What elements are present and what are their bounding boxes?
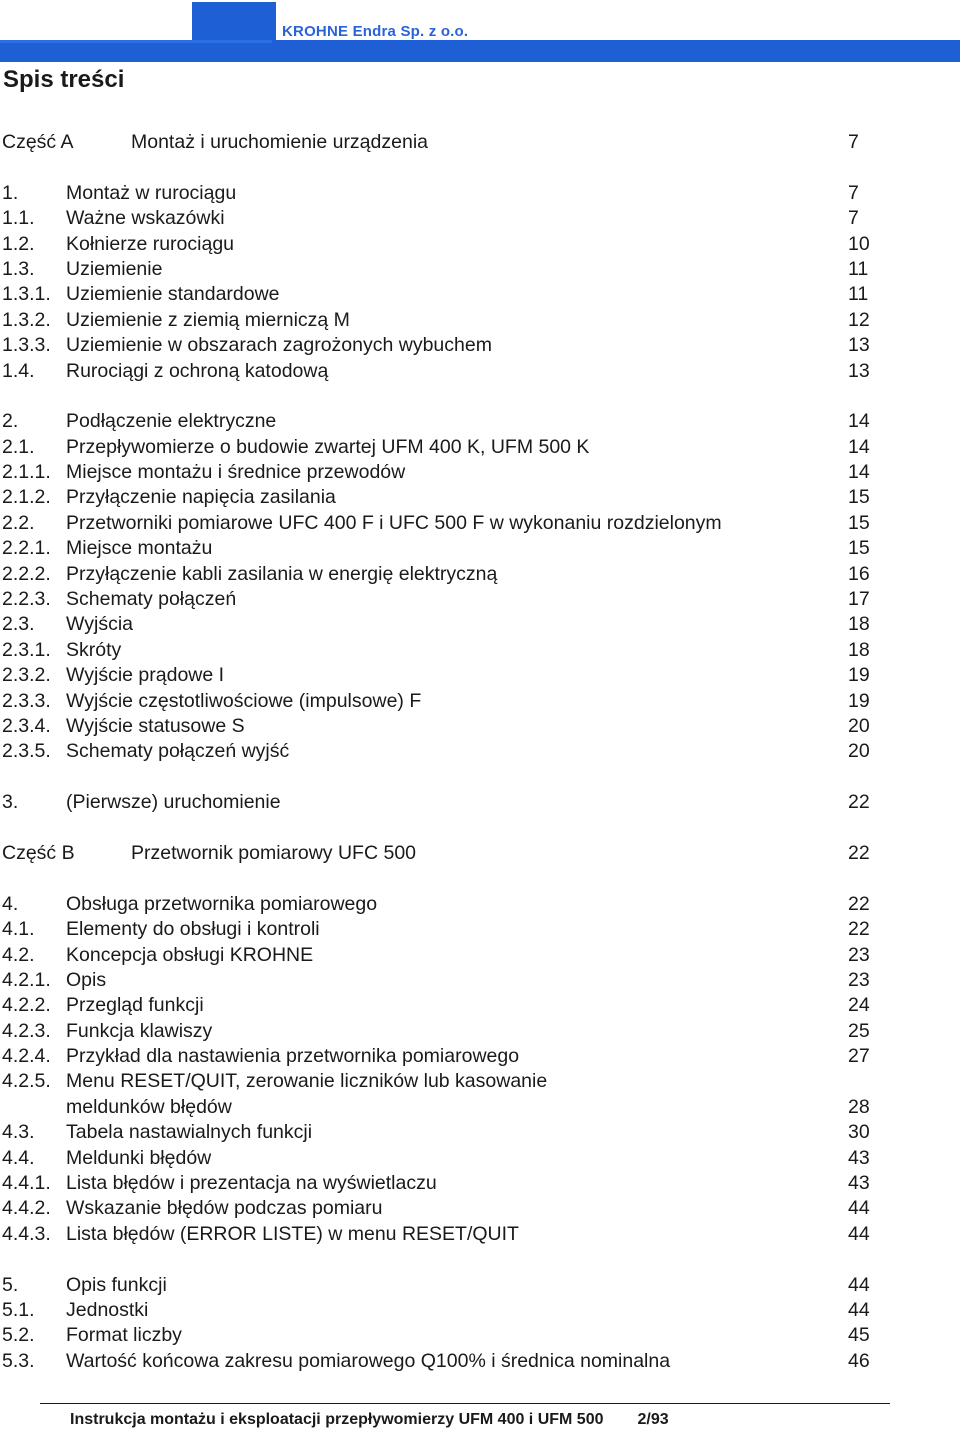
header-band	[0, 40, 960, 62]
toc-entry-title: Elementy do obsługi i kontroli	[66, 918, 320, 941]
toc-entry-title: Opis funkcji	[66, 1273, 167, 1296]
toc-gap	[0, 384, 960, 409]
toc-entry-number: 5.	[2, 1273, 19, 1296]
toc-entry[interactable]	[0, 1323, 960, 1348]
toc-entry-number: 4.2.4.	[2, 1045, 51, 1068]
toc-entry[interactable]	[0, 409, 960, 434]
toc-entry[interactable]	[0, 308, 960, 333]
toc-entry-title: Montaż w rurociągu	[66, 181, 237, 204]
toc-entry-title: Schematy połączeń	[66, 588, 237, 611]
footer	[70, 1410, 669, 1430]
toc-entry[interactable]	[0, 739, 960, 764]
toc-part-label: Część A	[2, 131, 74, 153]
toc-entry[interactable]	[0, 333, 960, 358]
toc-entry-title: Lista błędów i prezentacja na wyświetlaczu	[66, 1172, 437, 1195]
toc-gap	[0, 765, 960, 790]
toc-entry-number: 2.3.5.	[2, 740, 51, 763]
toc-entry[interactable]	[0, 435, 960, 460]
toc-page-number: 19	[848, 664, 870, 687]
toc-entry-number: 4.2.5.	[2, 1070, 51, 1093]
header-bar	[0, 0, 960, 62]
toc-entry-title: Uziemienie	[66, 257, 163, 280]
toc-page-number: 23	[848, 968, 870, 991]
toc-entry-number: 1.	[2, 181, 19, 204]
toc-page-number: 20	[848, 740, 870, 763]
toc-entry[interactable]	[0, 612, 960, 637]
toc-entry-number: 2.1.	[2, 435, 35, 458]
toc-entry[interactable]	[0, 1349, 960, 1374]
toc-entry-number: 1.3.2.	[2, 308, 51, 331]
toc-section-3	[0, 790, 960, 815]
toc-entry[interactable]	[0, 232, 960, 257]
toc-section-5	[0, 1273, 960, 1375]
toc-entry-title: Jednostki	[66, 1298, 149, 1321]
toc-entry[interactable]	[0, 917, 960, 942]
page-title: Spis treści	[3, 66, 125, 93]
toc-entry-number: 4.3.	[2, 1121, 35, 1144]
toc-entry-title: Rurociągi z ochroną katodową	[66, 359, 329, 382]
toc-entry-number: 2.3.	[2, 613, 35, 636]
toc-entry-title: Wyjście prądowe I	[66, 664, 225, 687]
toc-entry-title: Lista błędów (ERROR LISTE) w menu RESET/QUIT	[66, 1222, 519, 1245]
toc-page-number: 18	[848, 613, 870, 636]
toc-entry-title: Menu RESET/QUIT, zerowanie liczników lub kasowanie	[66, 1070, 548, 1093]
toc-page-number: 16	[848, 562, 870, 585]
toc-page-number: 28	[848, 1095, 870, 1118]
toc-page-number: 18	[848, 638, 870, 661]
toc-gap	[0, 816, 960, 841]
toc-entry-number: 4.4.3.	[2, 1222, 51, 1245]
toc-part-title: Przetwornik pomiarowy UFC 500	[131, 841, 417, 864]
toc-entry-number: 1.3.	[2, 257, 35, 280]
toc-entry[interactable]	[0, 1120, 960, 1145]
toc-entry[interactable]	[0, 181, 960, 206]
toc-entry[interactable]	[0, 790, 960, 815]
toc-entry[interactable]	[0, 1146, 960, 1171]
toc-entry[interactable]	[0, 1222, 960, 1247]
toc-entry-number: 4.2.	[2, 943, 35, 966]
toc-entry-title: Skróty	[66, 638, 122, 661]
toc-entry-title: Wartość końcowa zakresu pomiarowego Q100% i średnica nominalna	[66, 1349, 671, 1372]
toc-entry-title: Miejsce montażu i średnice przewodów	[66, 461, 406, 484]
toc-page-number: 7	[848, 181, 859, 204]
toc-entry[interactable]	[0, 663, 960, 688]
toc-page-number: 44	[848, 1273, 870, 1296]
toc-entry-number: 2.3.3.	[2, 689, 51, 712]
toc-entry-title: Przyłączenie napięcia zasilania	[66, 486, 336, 509]
toc-page-number: 15	[848, 537, 870, 560]
toc-entry[interactable]	[0, 943, 960, 968]
toc-page-number: 43	[848, 1172, 870, 1195]
toc-entry-number: 4.	[2, 892, 19, 915]
toc-entry-number: 2.2.1.	[2, 537, 51, 560]
toc-entry[interactable]	[0, 359, 960, 384]
toc-entry-title: Funkcja klawiszy	[66, 1019, 213, 1042]
toc-page-number: 22	[848, 892, 870, 915]
header-tab-shape	[192, 2, 276, 42]
toc-page-number: 23	[848, 943, 870, 966]
toc-entry-number: 5.2.	[2, 1324, 35, 1347]
toc-entry-title: Kołnierze rurociągu	[66, 232, 235, 255]
toc-entry[interactable]	[0, 536, 960, 561]
toc-entry-title: Schematy połączeń wyjść	[66, 740, 290, 763]
toc-gap	[0, 1247, 960, 1272]
footer-document-title: Instrukcja montażu i eksploatacji przepływomierzy UFM 400 i UFM 500	[70, 1411, 604, 1428]
toc-entry-title: Wyjścia	[66, 613, 133, 636]
toc-entry-title: meldunków błędów	[66, 1095, 232, 1118]
toc-entry[interactable]	[0, 511, 960, 536]
toc-page-number: 10	[848, 232, 870, 255]
toc-entry-number: 2.1.2.	[2, 486, 51, 509]
toc-page-number: 13	[848, 334, 870, 357]
toc-entry[interactable]	[0, 562, 960, 587]
toc-page-number: 17	[848, 588, 870, 611]
toc-entry-number: 4.2.1.	[2, 968, 51, 991]
toc-entry[interactable]	[0, 1019, 960, 1044]
toc-page-number: 43	[848, 1146, 870, 1169]
toc-page-number: 7	[848, 207, 859, 230]
toc-entry[interactable]	[0, 1298, 960, 1323]
toc-entry-title: Przetworniki pomiarowe UFC 400 F i UFC 500 F w wykonaniu rozdzielonym	[66, 511, 722, 534]
toc-page-number: 44	[848, 1298, 870, 1321]
toc-page-number: 25	[848, 1019, 870, 1042]
toc-entry[interactable]	[0, 1095, 960, 1120]
toc-entry-title: Ważne wskazówki	[66, 207, 225, 230]
toc-entry-title: Format liczby	[66, 1324, 182, 1347]
toc-entry-title: Przepływomierze o budowie zwartej UFM 400 K, UFM 500 K	[66, 435, 590, 458]
toc-entry[interactable]	[0, 993, 960, 1018]
toc-entry[interactable]	[0, 282, 960, 307]
toc-entry-title: Tabela nastawialnych funkcji	[66, 1121, 313, 1144]
toc-entry-title: Meldunki błędów	[66, 1146, 212, 1169]
toc-entry-title: Wyjście częstotliwościowe (impulsowe) F	[66, 689, 422, 712]
toc-entry-number: 1.3.1.	[2, 283, 51, 306]
toc-entry-number: 2.2.	[2, 511, 35, 534]
toc-entry-title: Obsługa przetwornika pomiarowego	[66, 892, 378, 915]
toc-entry[interactable]	[0, 485, 960, 510]
toc-part-title: Montaż i uruchomienie urządzenia	[131, 131, 428, 153]
toc-entry-number: 1.3.3.	[2, 334, 51, 357]
toc-page-number: 19	[848, 689, 870, 712]
toc-entry-number: 4.4.1.	[2, 1172, 51, 1195]
toc-entry-number: 4.1.	[2, 918, 35, 941]
toc-entry[interactable]	[0, 1171, 960, 1196]
toc-entry-title: Przykład dla nastawienia przetwornika pomiarowego	[66, 1045, 520, 1068]
toc-entry-title: Opis	[66, 968, 107, 991]
toc-entry-title: Uziemienie standardowe	[66, 283, 280, 306]
header-band-accent	[0, 40, 272, 43]
company-name: KROHNE Endra Sp. z o.o.	[282, 23, 469, 40]
toc-entry[interactable]	[0, 968, 960, 993]
toc-entry[interactable]	[0, 1044, 960, 1069]
toc-page-number: 46	[848, 1349, 870, 1372]
toc-entry-number: 5.1.	[2, 1298, 35, 1321]
toc-entry[interactable]	[0, 714, 960, 739]
toc-page-number: 13	[848, 359, 870, 382]
toc-entry-number: 1.2.	[2, 232, 35, 255]
toc-page-number: 24	[848, 994, 870, 1017]
toc-page-number: 11	[848, 283, 869, 306]
toc-entry-number: 1.1.	[2, 207, 35, 230]
toc-entry[interactable]	[0, 587, 960, 612]
toc-page-number: 15	[848, 511, 870, 534]
toc-page-number: 22	[848, 841, 870, 864]
toc-entry-number: 2.3.4.	[2, 714, 51, 737]
toc-entry[interactable]	[0, 1196, 960, 1221]
toc-entry-number: 4.2.3.	[2, 1019, 51, 1042]
toc-page-number: 44	[848, 1197, 870, 1220]
toc-part-label: Część B	[2, 841, 75, 864]
toc-entry-title: Wskazanie błędów podczas pomiaru	[66, 1197, 383, 1220]
footer-page-number: 2/93	[637, 1411, 669, 1428]
toc-page-number: 30	[848, 1121, 870, 1144]
toc-entry[interactable]	[0, 257, 960, 282]
toc-page-number: 14	[848, 461, 870, 484]
toc-entry[interactable]	[0, 460, 960, 485]
toc-entry-number: 5.3.	[2, 1349, 35, 1372]
toc-entry[interactable]	[0, 892, 960, 917]
toc-entry-number: 2.2.2.	[2, 562, 51, 585]
toc-page-number: 44	[848, 1222, 870, 1245]
toc-gap	[0, 155, 960, 180]
toc-gap	[0, 866, 960, 891]
toc-entry-number: 2.	[2, 410, 19, 433]
toc-section-4	[0, 892, 960, 1247]
toc-part-b[interactable]	[0, 841, 960, 866]
footer-rule	[40, 1403, 890, 1404]
toc-entry-title: Przegląd funkcji	[66, 994, 204, 1017]
toc-entry-number: 2.3.2.	[2, 664, 51, 687]
toc-page-number: 22	[848, 918, 870, 941]
toc-entry-title: (Pierwsze) uruchomienie	[66, 791, 281, 814]
toc-entry[interactable]	[0, 638, 960, 663]
toc-entry-title: Podłączenie elektryczne	[66, 410, 277, 433]
toc-entry-number: 4.4.2.	[2, 1197, 51, 1220]
toc-entry-number: 1.4.	[2, 359, 35, 382]
toc-entry[interactable]	[0, 1273, 960, 1298]
toc-page-number: 22	[848, 791, 870, 814]
toc-entry-title: Uziemienie w obszarach zagrożonych wybuchem	[66, 334, 492, 357]
toc-page-number: 15	[848, 486, 870, 509]
toc-entry-title: Miejsce montażu	[66, 537, 213, 560]
toc-entry-title: Wyjście statusowe S	[66, 714, 245, 737]
toc-page-number: 45	[848, 1324, 870, 1347]
toc-section-2	[0, 409, 960, 764]
toc-entry-number: 3.	[2, 791, 19, 814]
toc-entry-number: 2.3.1.	[2, 638, 51, 661]
table-of-contents	[0, 130, 960, 1374]
toc-entry[interactable]	[0, 689, 960, 714]
toc-entry-title: Przyłączenie kabli zasilania w energię elektryczną	[66, 562, 498, 585]
toc-entry-number: 4.2.2.	[2, 994, 51, 1017]
toc-entry[interactable]	[0, 206, 960, 231]
toc-page-number: 20	[848, 714, 870, 737]
toc-entry-number: 4.4.	[2, 1146, 35, 1169]
toc-entry-number: 2.2.3.	[2, 588, 51, 611]
toc-page-number: 14	[848, 410, 870, 433]
toc-page-number: 14	[848, 435, 870, 458]
toc-entry-title: Uziemienie z ziemią mierniczą M	[66, 308, 350, 331]
toc-page-number: 12	[848, 308, 870, 331]
toc-part-a[interactable]	[0, 130, 960, 155]
toc-entry[interactable]	[0, 1069, 960, 1094]
toc-section-1	[0, 181, 960, 384]
toc-entry-number: 2.1.1.	[2, 461, 51, 484]
toc-page-number: 11	[848, 257, 869, 280]
toc-entry-title: Koncepcja obsługi KROHNE	[66, 943, 314, 966]
toc-page-number: 27	[848, 1045, 870, 1068]
toc-page-number: 7	[848, 131, 859, 153]
